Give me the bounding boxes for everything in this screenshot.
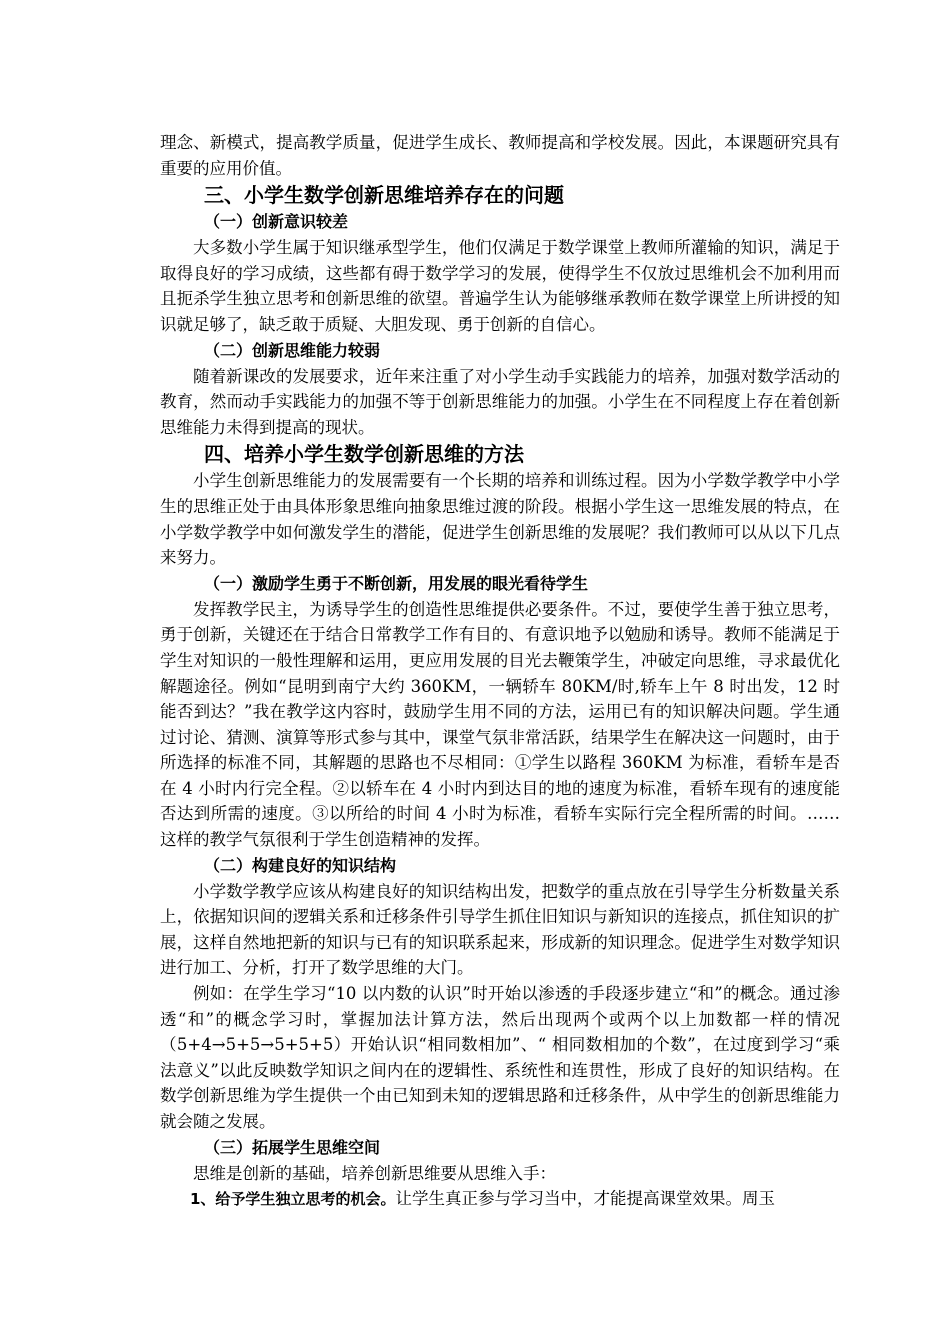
paragraph-section3-sub2: 随着新课改的发展要求，近年来注重了对小学生动手实践能力的培养，加强对数学活动的教育，然而动手实践能力的加强不等于创新思维能力的加强。小学生在不同程度上存在着创新思维能力未得到提高的现状。: [160, 366, 840, 437]
paragraph-section3-intro-continuation: 理念、新模式，提高教学质量，促进学生成长、教师提高和学校发展。因此，本课题研究具有重要的应用价值。: [160, 133, 840, 178]
section3-sub2-heading: （二）创新思维能力较弱: [204, 340, 381, 360]
section4-sub3-heading: （三）拓展学生思维空间: [204, 1137, 381, 1157]
list-item-1: [160, 1186, 840, 1213]
paragraph-section3-sub1: 大多数小学生属于知识继承型学生，他们仅满足于数学课堂上教师所灌输的知识，满足于取得良好的学习成绩，这些都有碍于数学学习的发展，使得学生不仅放过思维机会不加利用而且扼杀学生独立思考和创新思维的欲望。普遍学生认为能够继承教师在数学课堂上所讲授的知识就足够了，缺乏敢于质疑、大胆发现、勇于创新的自信心。: [160, 238, 840, 334]
section3-sub1-heading: （一）创新意识较差: [204, 212, 349, 232]
list-item-1-text: 让学生真正参与学习当中，才能提高课堂效果。周玉: [395, 1189, 775, 1209]
section4-sub1-heading: （一）激励学生勇于不断创新，用发展的眼光看待学生: [204, 573, 589, 593]
document-page: [160, 130, 840, 1213]
paragraph-section4-sub2-2: 例如：在学生学习“10 以内数的认识”时开始以渗透的手段逐步建立“和”的概念。通过渗透“和”的概念学习时，掌握加法计算方法，然后出现两个或两个以上加数都一样的情况（5+4→5+5→5+5+5）开始认识“相同数相加”、“ 相同数相加的个数”，在过度到学习“乘法意义”以此反映数学知识之间内在的逻辑性、系统性和连贯性，形成了良好的知识结构。在数学创新思维为学生提供一个由已知到未知的逻辑思路和迁移条件，从中学生的创新思维能力就会随之发展。: [160, 984, 840, 1131]
paragraph-section4-sub1: 发挥教学民主，为诱导学生的创造性思维提供必要条件。不过，要使学生善于独立思考，勇于创新，关键还在于结合日常教学工作有目的、有意识地予以勉励和诱导。教师不能满足于学生对知识的一般性理解和运用，更应用发展的目光去鞭策学生，冲破定向思维，寻求最优化解题途径。例如“昆明到南宁大约 360KM，一辆轿车 80KM/时,轿车上午 8 时出发，12 时能否到达？”我在教学这内容时，鼓励学生用不同的方法，运用已有的知识解决问题。学生通过讨论、猜测、演算等形式参与其中，课堂气氛非常活跃，结果学生在解决这一问题时，由于所选择的标准不同，其解题的思路也不尽相同：①学生以路程 360KM 为标准，看轿车是否在 4 小时内行完全程。②以轿车在 4 小时内到达目的地的速度为标准，看轿车现有的速度能否达到所需的速度。③以所给的时间 4 小时为标准，看轿车实际行完全程所需的时间。……这样的教学气氛很利于学生创造精神的发挥。: [160, 599, 840, 850]
paragraph-section4-sub3: 思维是创新的基础，培养创新思维要从思维入手：: [193, 1163, 556, 1183]
list-item-1-lead: 1、给予学生独立思考的机会。: [190, 1190, 396, 1209]
paragraph-section4-intro: 小学生创新思维能力的发展需要有一个长期的培养和训练过程。因为小学数学教学中小学生的思维正处于由具体形象思维向抽象思维过渡的阶段。根据小学生这一思维发展的特点，在小学数学教学中如何激发学生的潜能，促进学生创新思维的发展呢？我们教师可以从以下几点来努力。: [160, 471, 840, 568]
section4-sub2-heading: （二）构建良好的知识结构: [204, 855, 397, 875]
section3-heading: 三、小学生数学创新思维培养存在的问题: [204, 183, 564, 208]
paragraph-section4-sub2-1: 小学数学教学应该从构建良好的知识结构出发，把数学的重点放在引导学生分析数量关系上，依据知识间的逻辑关系和迁移条件引导学生抓住旧知识与新知识的连接点，抓住知识的扩展，这样自然地把新的知识与已有的知识联系起来，形成新的知识理念。促进学生对数学知识进行加工、分析，打开了数学思维的大门。: [160, 881, 840, 978]
section4-heading: 四、培养小学生数学创新思维的方法: [204, 442, 524, 467]
